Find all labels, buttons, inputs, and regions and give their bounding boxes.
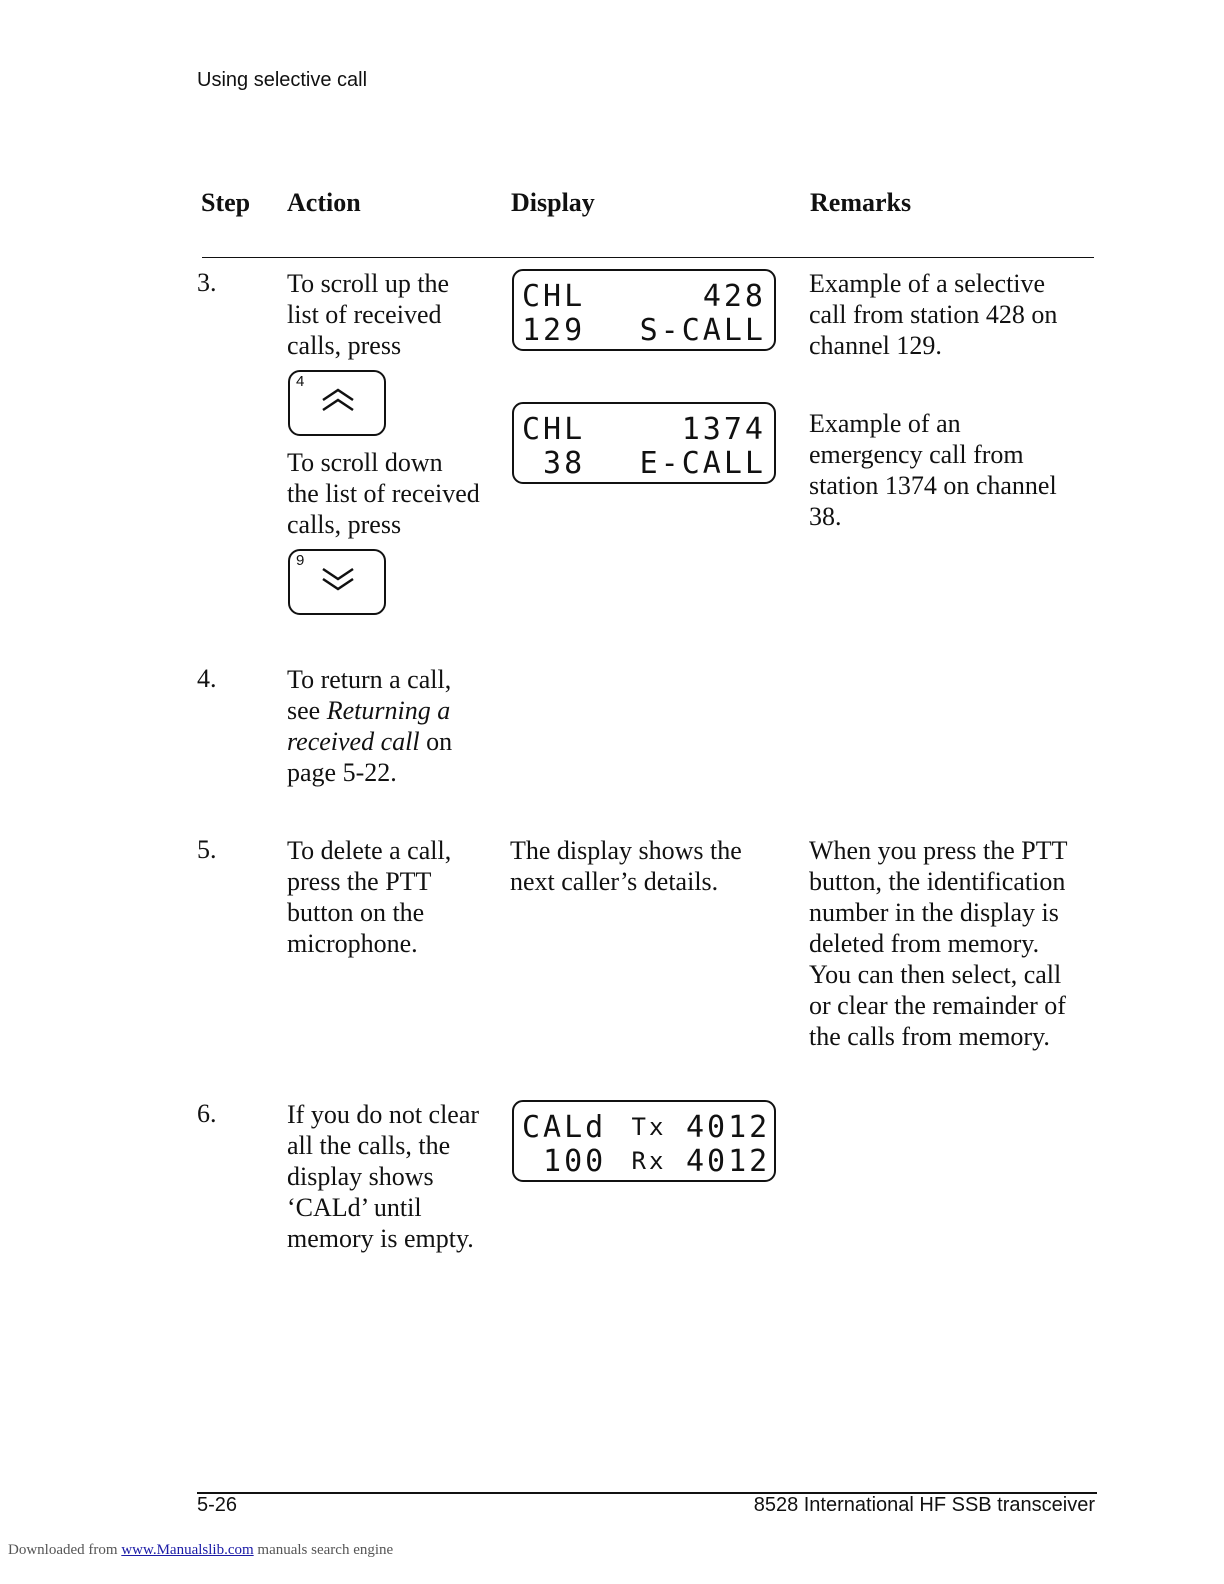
text-line: To scroll down (287, 448, 443, 477)
step-number: 4. (197, 664, 217, 693)
lcd-label: CHL (522, 411, 586, 447)
text-line: the calls from memory. (809, 1022, 1050, 1051)
product-name: 8528 International HF SSB transceiver (753, 1494, 1095, 1516)
lcd-value: E-CALL (639, 445, 766, 481)
action-return-call (287, 664, 452, 788)
text-line: ‘CALd’ until (287, 1193, 422, 1222)
remark-selective-call (809, 268, 1057, 361)
key-number: 4 (296, 373, 305, 390)
text-line: number in the display is (809, 898, 1059, 927)
text-line: 38. (809, 502, 842, 531)
step-number: 5. (197, 835, 217, 864)
action-scroll-up (287, 268, 449, 361)
text-line: button on the (287, 898, 425, 927)
lcd-display-emergency-call (512, 402, 776, 484)
lcd-row (522, 313, 766, 347)
text-line: To scroll up the (287, 269, 450, 298)
column-header-action: Action (287, 188, 361, 217)
text-line: memory is empty. (287, 1224, 474, 1253)
lcd-value: 4012 (686, 1143, 771, 1179)
text-line: press the PTT (287, 867, 432, 896)
lcd-label: CALd (522, 1109, 607, 1145)
text-run: see (287, 696, 327, 725)
text-line: or clear the remainder of (809, 991, 1066, 1020)
lcd-row (522, 1109, 771, 1145)
text-line: calls, press (287, 331, 402, 360)
lcd-row (522, 412, 766, 446)
action-delete-call (287, 835, 451, 959)
text-line: channel 129. (809, 331, 942, 360)
action-cald (287, 1099, 479, 1254)
column-header-step: Step (201, 188, 251, 217)
text-line: deleted from memory. (809, 929, 1040, 958)
lcd-value: 428 (702, 278, 766, 314)
key-number: 9 (296, 552, 305, 569)
column-header-remarks: Remarks (810, 188, 912, 217)
header-rule (202, 257, 1094, 258)
lcd-label: CHL (522, 278, 586, 314)
lcd-label: 38 (522, 445, 586, 481)
text-line: microphone. (287, 929, 418, 958)
manualslib-link[interactable]: www.Manualslib.com (121, 1542, 254, 1558)
cross-reference-link[interactable]: Returning a (326, 696, 451, 725)
step-number: 3. (197, 268, 217, 297)
text-line: the list of received (287, 479, 480, 508)
text-line: all the calls, the (287, 1131, 451, 1160)
cross-reference-link[interactable]: received call (287, 727, 420, 756)
display-description (510, 835, 742, 897)
double-chevron-up-icon (320, 386, 356, 414)
running-header: Using selective call (197, 69, 368, 91)
text-line (287, 695, 452, 726)
text-run: Downloaded from (8, 1542, 122, 1558)
lcd-display-cald (512, 1100, 776, 1182)
text-run: manuals search engine (253, 1542, 394, 1558)
text-line: emergency call from (809, 440, 1024, 469)
column-header-display: Display (511, 188, 595, 217)
double-chevron-down-icon (320, 565, 356, 593)
text-line: Example of a selective (809, 269, 1046, 298)
text-line: call from station 428 on (809, 300, 1058, 329)
lcd-row (522, 279, 766, 313)
text-line: button, the identification (809, 867, 1066, 896)
text-line: station 1374 on channel (809, 471, 1057, 500)
page-number: 5-26 (197, 1494, 238, 1516)
text-line: To return a call, (287, 665, 452, 694)
lcd-label: 100 (522, 1143, 607, 1179)
text-line: list of received (287, 300, 442, 329)
remark-emergency-call (809, 408, 1057, 532)
download-notice (8, 1542, 393, 1559)
lcd-value: 1374 (681, 411, 766, 447)
lcd-mode: Tx (631, 1113, 667, 1141)
lcd-display-selective-call (512, 269, 776, 351)
step-number: 6. (197, 1099, 217, 1128)
lcd-label: 129 (522, 312, 586, 348)
lcd-value: S-CALL (639, 312, 766, 348)
lcd-mode: Rx (631, 1147, 667, 1175)
text-line: next caller’s details. (510, 867, 719, 896)
text-line: display shows (287, 1162, 434, 1191)
lcd-value: 4012 (686, 1109, 771, 1145)
text-line: You can then select, call (809, 960, 1062, 989)
lcd-row (522, 446, 766, 480)
remark-delete-call (809, 835, 1068, 1052)
text-line: If you do not clear (287, 1100, 480, 1129)
text-line: The display shows the (510, 836, 742, 865)
text-line: When you press the PTT (809, 836, 1068, 865)
action-scroll-down (287, 447, 480, 540)
text-line: calls, press (287, 510, 402, 539)
scroll-down-key[interactable] (288, 549, 386, 615)
text-line: To delete a call, (287, 836, 452, 865)
lcd-row (522, 1143, 771, 1179)
text-run: on (419, 727, 453, 756)
text-line (287, 726, 452, 757)
text-line: Example of an (809, 409, 961, 438)
text-line: page 5-22. (287, 758, 397, 787)
scroll-up-key[interactable] (288, 370, 386, 436)
